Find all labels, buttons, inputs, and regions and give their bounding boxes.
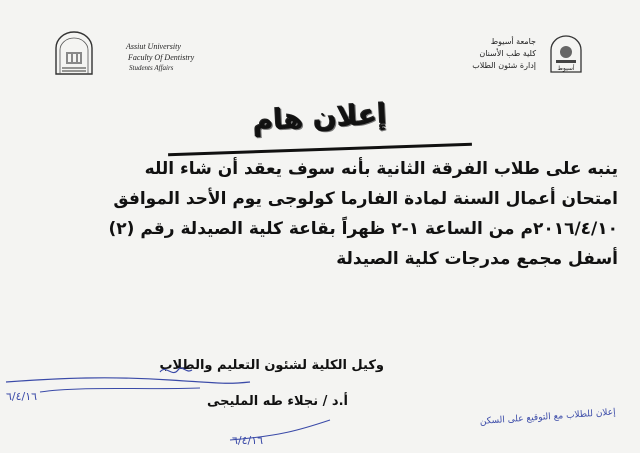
body-line-3: ٢٠١٦/٤/١٠م من الساعة ١-٢ ظهراً بقاعة كلية الصيدلة رقم (٢) — [108, 219, 618, 239]
handwritten-date-mid: ٦/٤/١٦ — [6, 390, 38, 403]
department-name-ar: إدارة شئون الطلاب — [472, 61, 536, 70]
handwritten-date-bottom: ٦/٤/١٦ — [232, 434, 264, 447]
arabic-header — [472, 36, 536, 72]
faculty-name-ar: كلية طب الأسنان — [479, 49, 536, 58]
handwritten-note: إعلان للطلاب مع التوقيع على السكن — [479, 407, 616, 427]
announcement-title: إعلان هام — [252, 97, 388, 138]
signatory-name: أ.د / نجلاء طه المليجى — [206, 394, 348, 409]
pen-stroke — [40, 388, 200, 392]
university-logo-icon — [52, 30, 96, 76]
logo-text: أسيوط — [557, 65, 575, 72]
announcement-body — [18, 154, 618, 274]
faculty-logo-icon — [548, 34, 584, 74]
body-line-4: أسفل مجمع مدرجات كلية الصيدلة — [336, 249, 618, 269]
english-header — [126, 41, 194, 74]
faculty-name-en: Faculty Of Dentistry — [128, 53, 195, 62]
body-line-1: ينبه على طلاب الفرقة الثانية بأنه سوف يعقد أن شاء الله — [144, 159, 618, 179]
university-name-ar: جامعة أسيوط — [490, 37, 536, 46]
university-name-en: Assiut University — [126, 42, 181, 51]
department-name-en: Students Affairs — [129, 64, 174, 72]
body-line-2: امتحان أعمال السنة لمادة الفارما كولوجى يوم الأحد الموافق — [113, 189, 618, 209]
pen-stroke — [6, 378, 250, 383]
pen-stroke — [230, 420, 330, 440]
signatory-title: وكيل الكلية لشئون التعليم والطلاب — [159, 358, 384, 373]
